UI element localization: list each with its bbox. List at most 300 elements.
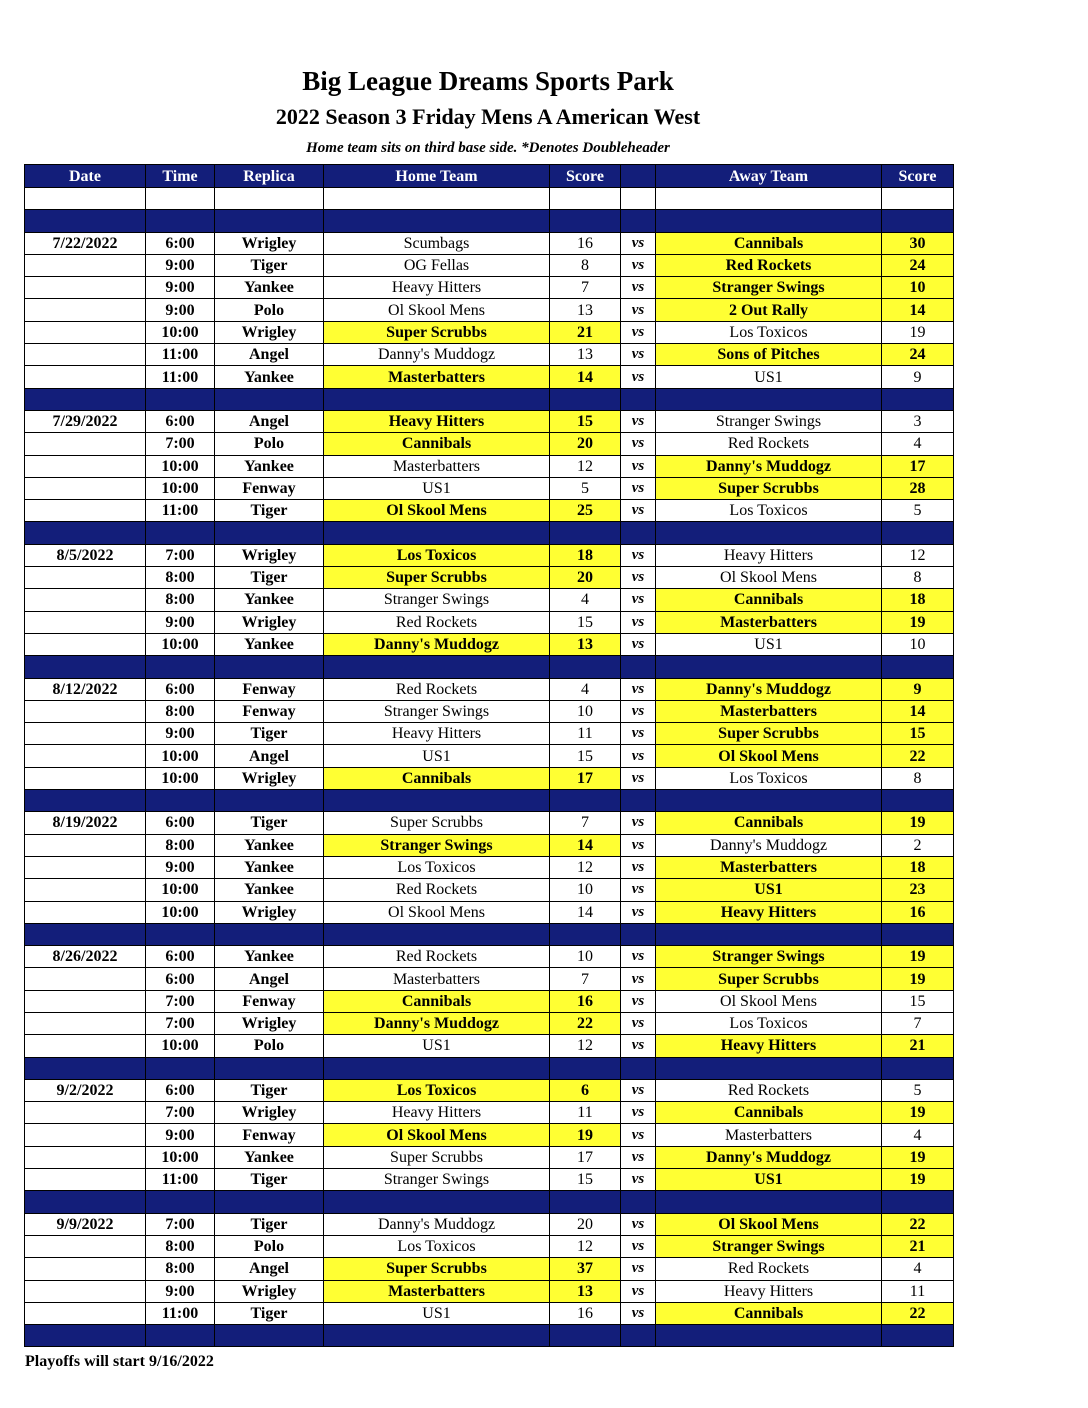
home-score: 20	[550, 1213, 621, 1235]
away-team: Stranger Swings	[656, 946, 882, 968]
game-row	[25, 366, 954, 388]
vs-label: vs	[621, 299, 656, 321]
separator-cell	[656, 790, 882, 812]
game-time: 6:00	[146, 968, 215, 990]
home-team: Masterbatters	[324, 455, 550, 477]
home-team: Red Rockets	[324, 946, 550, 968]
home-score: 10	[550, 946, 621, 968]
home-team: Red Rockets	[324, 879, 550, 901]
separator-cell	[882, 1325, 954, 1347]
home-team: Cannibals	[324, 433, 550, 455]
vs-label: vs	[621, 1235, 656, 1257]
game-row	[25, 1079, 954, 1101]
vs-label: vs	[621, 1124, 656, 1146]
away-team: Red Rockets	[656, 433, 882, 455]
vs-label: vs	[621, 433, 656, 455]
separator-cell	[324, 923, 550, 945]
game-replica-field: Wrigley	[215, 232, 324, 254]
game-row	[25, 232, 954, 254]
game-row	[25, 879, 954, 901]
home-team: Scumbags	[324, 232, 550, 254]
separator-cell	[215, 656, 324, 678]
game-row	[25, 1124, 954, 1146]
game-row	[25, 745, 954, 767]
col-header-vs	[621, 165, 656, 188]
game-replica-field: Tiger	[215, 723, 324, 745]
vs-label: vs	[621, 589, 656, 611]
game-replica-field: Wrigley	[215, 901, 324, 923]
home-score: 13	[550, 344, 621, 366]
home-team: Stranger Swings	[324, 1169, 550, 1191]
week-separator-row	[25, 388, 954, 410]
home-team: Red Rockets	[324, 678, 550, 700]
game-time: 6:00	[146, 812, 215, 834]
game-date	[25, 321, 146, 343]
home-score: 12	[550, 455, 621, 477]
home-score: 15	[550, 1169, 621, 1191]
separator-cell	[25, 388, 146, 410]
game-replica-field: Polo	[215, 433, 324, 455]
separator-cell	[146, 656, 215, 678]
separator-cell	[324, 1191, 550, 1213]
game-replica-field: Tiger	[215, 500, 324, 522]
game-replica-field: Yankee	[215, 879, 324, 901]
away-team: Masterbatters	[656, 700, 882, 722]
away-team: Cannibals	[656, 589, 882, 611]
home-score: 6	[550, 1079, 621, 1101]
game-replica-field: Angel	[215, 745, 324, 767]
home-team: Stranger Swings	[324, 834, 550, 856]
game-replica-field: Fenway	[215, 477, 324, 499]
game-time: 10:00	[146, 745, 215, 767]
home-score: 7	[550, 277, 621, 299]
schedule-body	[25, 188, 954, 1347]
away-score: 24	[882, 344, 954, 366]
away-score: 21	[882, 1235, 954, 1257]
vs-label: vs	[621, 344, 656, 366]
game-time: 9:00	[146, 277, 215, 299]
home-team: Los Toxicos	[324, 856, 550, 878]
game-row	[25, 946, 954, 968]
separator-cell	[882, 923, 954, 945]
away-score: 22	[882, 1213, 954, 1235]
home-score: 11	[550, 723, 621, 745]
away-score: 5	[882, 1079, 954, 1101]
home-team: US1	[324, 477, 550, 499]
home-score: 14	[550, 901, 621, 923]
game-date	[25, 1258, 146, 1280]
separator-cell	[621, 1325, 656, 1347]
home-team: Ol Skool Mens	[324, 1124, 550, 1146]
home-team: Cannibals	[324, 767, 550, 789]
separator-cell	[324, 210, 550, 232]
game-date	[25, 299, 146, 321]
game-date	[25, 1280, 146, 1302]
game-replica-field: Yankee	[215, 277, 324, 299]
game-row	[25, 500, 954, 522]
separator-cell	[550, 1057, 621, 1079]
game-replica-field: Tiger	[215, 567, 324, 589]
separator-cell	[550, 388, 621, 410]
game-time: 8:00	[146, 1258, 215, 1280]
separator-cell	[324, 790, 550, 812]
game-replica-field: Wrigley	[215, 767, 324, 789]
away-score: 21	[882, 1035, 954, 1057]
separator-cell	[621, 1057, 656, 1079]
home-team: Ol Skool Mens	[324, 500, 550, 522]
away-team: Danny's Muddogz	[656, 834, 882, 856]
game-row	[25, 1280, 954, 1302]
page-title: Big League Dreams Sports Park	[302, 66, 674, 96]
separator-cell	[25, 1057, 146, 1079]
away-team: Masterbatters	[656, 611, 882, 633]
vs-label: vs	[621, 410, 656, 432]
game-replica-field: Wrigley	[215, 321, 324, 343]
home-team: Stranger Swings	[324, 589, 550, 611]
col-header-date: Date	[25, 165, 146, 188]
game-row	[25, 901, 954, 923]
game-replica-field: Polo	[215, 299, 324, 321]
away-score: 18	[882, 856, 954, 878]
home-score: 12	[550, 1035, 621, 1057]
game-replica-field: Yankee	[215, 366, 324, 388]
separator-cell	[882, 522, 954, 544]
home-score: 20	[550, 433, 621, 455]
separator-cell	[882, 1057, 954, 1079]
home-score: 10	[550, 700, 621, 722]
away-score: 12	[882, 544, 954, 566]
separator-cell	[550, 1191, 621, 1213]
vs-label: vs	[621, 500, 656, 522]
away-team: Masterbatters	[656, 1124, 882, 1146]
away-score: 4	[882, 433, 954, 455]
game-row	[25, 344, 954, 366]
game-time: 10:00	[146, 767, 215, 789]
separator-cell	[656, 1191, 882, 1213]
game-replica-field: Tiger	[215, 1169, 324, 1191]
separator-cell	[146, 388, 215, 410]
game-date	[25, 611, 146, 633]
away-score: 30	[882, 232, 954, 254]
separator-cell	[25, 1325, 146, 1347]
home-team: Super Scrubbs	[324, 812, 550, 834]
game-date	[25, 477, 146, 499]
game-date	[25, 1235, 146, 1257]
game-row	[25, 723, 954, 745]
away-team: Sons of Pitches	[656, 344, 882, 366]
game-row	[25, 1146, 954, 1168]
separator-cell	[146, 1325, 215, 1347]
vs-label: vs	[621, 366, 656, 388]
away-team: Cannibals	[656, 232, 882, 254]
game-time: 10:00	[146, 901, 215, 923]
home-team: Danny's Muddogz	[324, 633, 550, 655]
week-separator-row	[25, 522, 954, 544]
game-time: 9:00	[146, 1280, 215, 1302]
game-time: 6:00	[146, 678, 215, 700]
home-team: Super Scrubbs	[324, 567, 550, 589]
away-team: Heavy Hitters	[656, 1280, 882, 1302]
away-score: 22	[882, 745, 954, 767]
game-replica-field: Wrigley	[215, 1012, 324, 1034]
home-score: 10	[550, 879, 621, 901]
game-time: 7:00	[146, 1213, 215, 1235]
game-time: 9:00	[146, 856, 215, 878]
away-score: 7	[882, 1012, 954, 1034]
vs-label: vs	[621, 700, 656, 722]
vs-label: vs	[621, 1169, 656, 1191]
separator-cell	[621, 388, 656, 410]
home-team: Heavy Hitters	[324, 277, 550, 299]
vs-label: vs	[621, 321, 656, 343]
game-row	[25, 1012, 954, 1034]
away-score: 18	[882, 589, 954, 611]
game-row	[25, 1035, 954, 1057]
home-score: 13	[550, 299, 621, 321]
away-team: Stranger Swings	[656, 277, 882, 299]
away-score: 19	[882, 946, 954, 968]
away-score: 4	[882, 1124, 954, 1146]
separator-cell	[656, 1325, 882, 1347]
game-replica-field: Tiger	[215, 254, 324, 276]
game-time: 7:00	[146, 990, 215, 1012]
separator-cell	[882, 790, 954, 812]
separator-cell	[882, 1191, 954, 1213]
game-row	[25, 1235, 954, 1257]
home-score: 15	[550, 410, 621, 432]
home-team: Heavy Hitters	[324, 1102, 550, 1124]
col-header-home-score: Score	[550, 165, 621, 188]
separator-cell	[621, 923, 656, 945]
game-time: 9:00	[146, 299, 215, 321]
game-row	[25, 589, 954, 611]
separator-cell	[656, 656, 882, 678]
game-date	[25, 1012, 146, 1034]
separator-cell	[215, 210, 324, 232]
vs-label: vs	[621, 544, 656, 566]
game-date	[25, 500, 146, 522]
game-time: 6:00	[146, 410, 215, 432]
game-date: 8/12/2022	[25, 678, 146, 700]
away-team: US1	[656, 879, 882, 901]
home-team: Danny's Muddogz	[324, 344, 550, 366]
away-score: 19	[882, 812, 954, 834]
game-time: 7:00	[146, 433, 215, 455]
home-team: Danny's Muddogz	[324, 1012, 550, 1034]
col-header-away-team: Away Team	[656, 165, 882, 188]
away-score: 10	[882, 633, 954, 655]
game-replica-field: Yankee	[215, 589, 324, 611]
separator-cell	[550, 656, 621, 678]
away-team: Danny's Muddogz	[656, 455, 882, 477]
separator-cell	[550, 210, 621, 232]
home-team: Heavy Hitters	[324, 410, 550, 432]
game-time: 7:00	[146, 1102, 215, 1124]
game-row	[25, 700, 954, 722]
vs-label: vs	[621, 1213, 656, 1235]
home-team: Danny's Muddogz	[324, 1213, 550, 1235]
table-header-row	[25, 165, 954, 188]
separator-cell	[656, 388, 882, 410]
game-time: 11:00	[146, 1302, 215, 1324]
separator-cell	[324, 1057, 550, 1079]
vs-label: vs	[621, 678, 656, 700]
game-date	[25, 1102, 146, 1124]
home-score: 12	[550, 1235, 621, 1257]
separator-cell	[215, 1191, 324, 1213]
game-row	[25, 1302, 954, 1324]
week-separator-row	[25, 923, 954, 945]
game-time: 7:00	[146, 1012, 215, 1034]
week-separator-row	[25, 1191, 954, 1213]
home-score: 15	[550, 611, 621, 633]
vs-label: vs	[621, 1035, 656, 1057]
game-date	[25, 277, 146, 299]
home-team: Los Toxicos	[324, 1235, 550, 1257]
away-score: 28	[882, 477, 954, 499]
week-separator-row	[25, 790, 954, 812]
away-team: Red Rockets	[656, 1079, 882, 1101]
playoffs-note: Playoffs will start 9/16/2022	[25, 1353, 214, 1370]
home-team: Heavy Hitters	[324, 723, 550, 745]
home-score: 7	[550, 812, 621, 834]
separator-cell	[25, 1191, 146, 1213]
vs-label: vs	[621, 968, 656, 990]
game-time: 8:00	[146, 834, 215, 856]
game-date	[25, 1169, 146, 1191]
game-replica-field: Polo	[215, 1235, 324, 1257]
game-date: 9/2/2022	[25, 1079, 146, 1101]
separator-cell	[882, 210, 954, 232]
home-score: 12	[550, 856, 621, 878]
away-score: 19	[882, 1169, 954, 1191]
game-row	[25, 254, 954, 276]
game-replica-field: Angel	[215, 410, 324, 432]
away-score: 11	[882, 1280, 954, 1302]
home-score: 17	[550, 767, 621, 789]
game-time: 9:00	[146, 1124, 215, 1146]
home-score: 14	[550, 366, 621, 388]
game-row	[25, 678, 954, 700]
separator-cell	[656, 210, 882, 232]
game-time: 10:00	[146, 1146, 215, 1168]
col-header-away-score: Score	[882, 165, 954, 188]
game-time: 8:00	[146, 567, 215, 589]
separator-cell	[146, 923, 215, 945]
home-score: 5	[550, 477, 621, 499]
away-score: 8	[882, 767, 954, 789]
game-date	[25, 1302, 146, 1324]
game-date	[25, 990, 146, 1012]
separator-cell	[656, 923, 882, 945]
game-row	[25, 1213, 954, 1235]
vs-label: vs	[621, 254, 656, 276]
away-team: Ol Skool Mens	[656, 1213, 882, 1235]
vs-label: vs	[621, 1146, 656, 1168]
separator-cell	[146, 1191, 215, 1213]
vs-label: vs	[621, 1079, 656, 1101]
separator-cell	[25, 790, 146, 812]
vs-label: vs	[621, 812, 656, 834]
col-header-home-team: Home Team	[324, 165, 550, 188]
col-header-replica: Replica	[215, 165, 324, 188]
blank-row	[25, 188, 954, 210]
game-date	[25, 1035, 146, 1057]
game-time: 10:00	[146, 455, 215, 477]
away-score: 19	[882, 321, 954, 343]
game-time: 6:00	[146, 232, 215, 254]
game-replica-field: Angel	[215, 344, 324, 366]
game-replica-field: Polo	[215, 1035, 324, 1057]
game-time: 9:00	[146, 723, 215, 745]
away-team: Heavy Hitters	[656, 901, 882, 923]
game-row	[25, 834, 954, 856]
game-replica-field: Wrigley	[215, 611, 324, 633]
game-date	[25, 1124, 146, 1146]
vs-label: vs	[621, 946, 656, 968]
vs-label: vs	[621, 856, 656, 878]
game-row	[25, 455, 954, 477]
separator-cell	[656, 1057, 882, 1079]
separator-cell	[25, 522, 146, 544]
away-score: 19	[882, 1146, 954, 1168]
game-time: 10:00	[146, 879, 215, 901]
page-subtitle: 2022 Season 3 Friday Mens A American West	[275, 104, 701, 129]
game-replica-field: Tiger	[215, 1213, 324, 1235]
away-team: Red Rockets	[656, 1258, 882, 1280]
away-team: Heavy Hitters	[656, 1035, 882, 1057]
game-row	[25, 856, 954, 878]
separator-cell	[215, 790, 324, 812]
game-date	[25, 767, 146, 789]
separator-cell	[656, 522, 882, 544]
separator-cell	[882, 388, 954, 410]
game-replica-field: Wrigley	[215, 1102, 324, 1124]
away-score: 24	[882, 254, 954, 276]
home-team: Stranger Swings	[324, 700, 550, 722]
separator-cell	[621, 1191, 656, 1213]
game-date: 9/9/2022	[25, 1213, 146, 1235]
game-row	[25, 567, 954, 589]
game-replica-field: Fenway	[215, 1124, 324, 1146]
separator-cell	[621, 522, 656, 544]
vs-label: vs	[621, 745, 656, 767]
game-replica-field: Tiger	[215, 812, 324, 834]
game-time: 10:00	[146, 477, 215, 499]
away-score: 9	[882, 678, 954, 700]
vs-label: vs	[621, 611, 656, 633]
col-header-time: Time	[146, 165, 215, 188]
home-score: 4	[550, 589, 621, 611]
vs-label: vs	[621, 1012, 656, 1034]
away-team: Danny's Muddogz	[656, 1146, 882, 1168]
away-team: Red Rockets	[656, 254, 882, 276]
home-team: Cannibals	[324, 990, 550, 1012]
home-score: 25	[550, 500, 621, 522]
separator-cell	[621, 656, 656, 678]
home-team: Masterbatters	[324, 1280, 550, 1302]
away-team: 2 Out Rally	[656, 299, 882, 321]
away-team: US1	[656, 366, 882, 388]
away-team: Danny's Muddogz	[656, 678, 882, 700]
home-score: 16	[550, 990, 621, 1012]
vs-label: vs	[621, 1302, 656, 1324]
away-score: 4	[882, 1258, 954, 1280]
game-time: 8:00	[146, 700, 215, 722]
game-row	[25, 1102, 954, 1124]
game-date: 7/29/2022	[25, 410, 146, 432]
separator-cell	[215, 388, 324, 410]
